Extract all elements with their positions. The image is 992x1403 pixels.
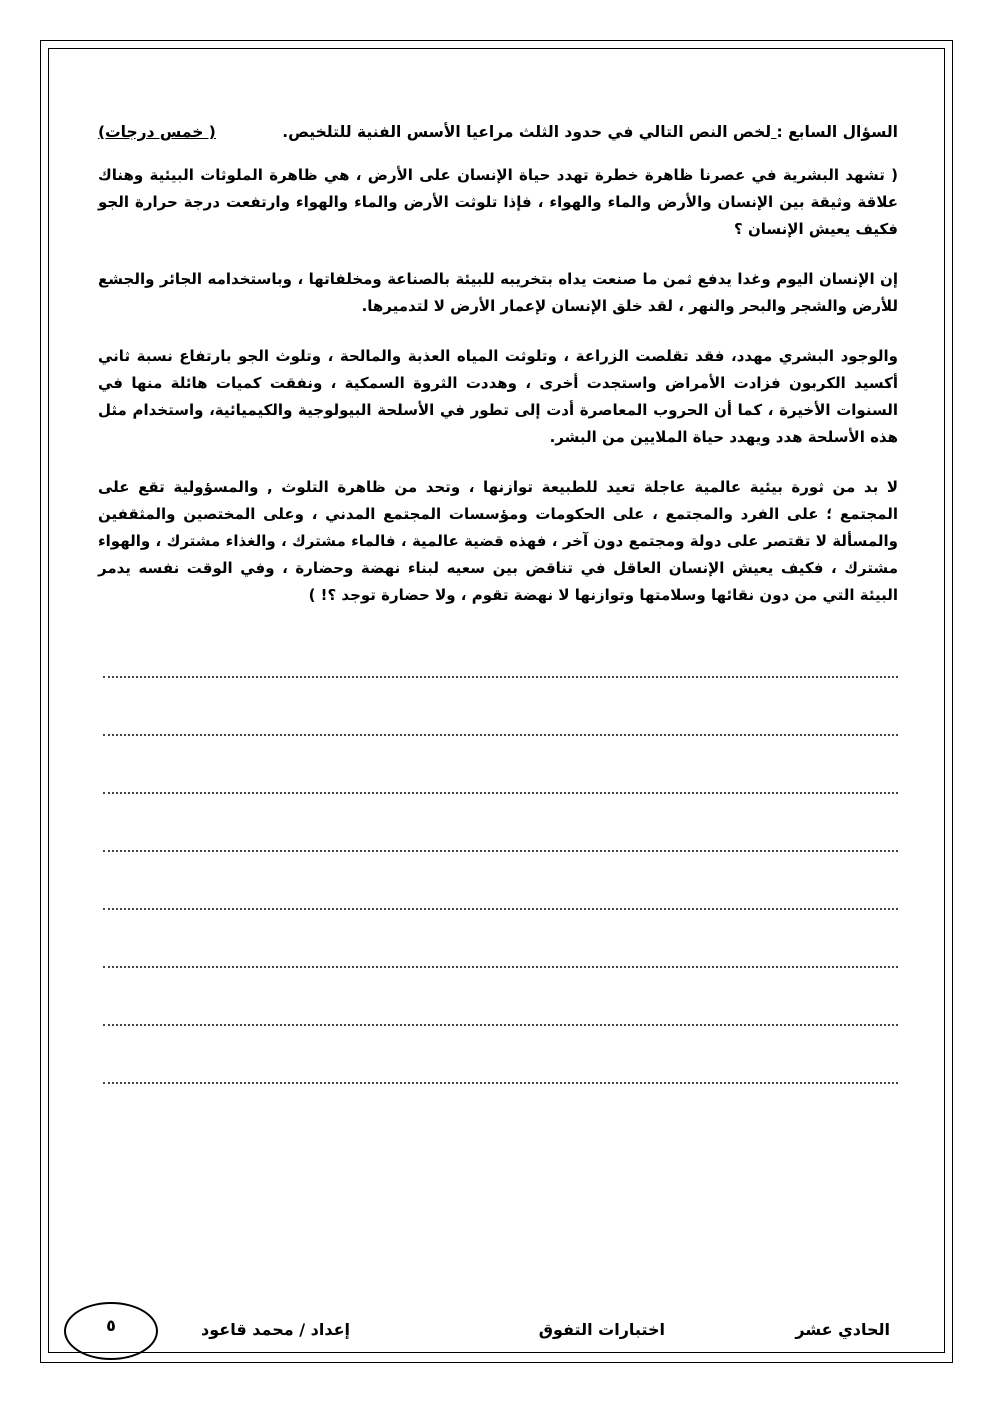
footer-author: إعداد / محمد قاعود — [201, 1320, 350, 1339]
passage-paragraph-1: ( تشهد البشرية في عصرنا ظاهرة خطرة تهدد حياة الإنسان على الأرض ، هي ظاهرة الملوثات البيئية وهناك علاقة وثيقة بين الإنسان والأرض والماء والهواء ، فإذا تلوثت الأرض والماء والهواء وارتفعت درجة حرارة الجو فكيف يعيش الإنسان ؟ — [98, 166, 898, 238]
footer-series: اختبارات التفوق — [538, 1320, 665, 1339]
page-footer — [60, 1308, 900, 1358]
passage-paragraph-4: لا بد من ثورة بيئية عالمية عاجلة تعيد للطبيعة توازنها ، وتحد من ظاهرة التلوث , والمسؤولية تقع على المجتمع ؛ على الفرد والمجتمع ، على الحكومات ومؤسسات المجتمع المدني ، وعلى المختصين والمثقفين والمسألة لا تقتصر على دولة ومجتمع دون آخر ، فهذه قضية عالمية ، فالماء مشترك ، والغذاء مشترك ، والهواء مشترك ، فكيف يعيش الإنسان العاقل في تناقض بين سعيه لبناء نهضة وحضارة ، وفي الوقت نفسه يدمر البيئة التي من دون نقائها وسلامتها وتوازنها لا نهضة تقوم ، ولا حضارة توجد ؟! ) — [98, 478, 898, 604]
question-instruction: لخص النص التالي في حدود الثلث مراعيا الأسس الفنية للتلخيص. — [282, 123, 772, 141]
worksheet-content — [98, 120, 898, 632]
answer-line[interactable] — [103, 910, 898, 968]
question-header — [98, 120, 898, 144]
answer-lines — [103, 668, 898, 1084]
footer-grade: الحادي عشر — [795, 1320, 890, 1339]
answer-line[interactable] — [103, 668, 898, 678]
question-marks: ( خمس درجات) — [98, 123, 216, 141]
answer-line[interactable] — [103, 852, 898, 910]
summary-passage — [98, 162, 898, 609]
question-label: السؤال السابع : — [776, 123, 898, 141]
page-number-oval — [64, 1302, 158, 1360]
answer-line[interactable] — [103, 968, 898, 1026]
page-number: ٥ — [106, 1316, 116, 1335]
answer-line[interactable] — [103, 678, 898, 736]
passage-paragraph-2: إن الإنسان اليوم وغدا يدفع ثمن ما صنعت يداه بتخريبه للبيئة بالصناعة ومخلفاتها ، وباستخدامه الجائر والجشع للأرض والشجر والبحر والنهر ، لقد خلق الإنسان لإعمار الأرض لا لتدميرها. — [98, 270, 898, 315]
answer-line[interactable] — [103, 1026, 898, 1084]
answer-line[interactable] — [103, 794, 898, 852]
answer-line[interactable] — [103, 736, 898, 794]
question-text — [282, 120, 898, 144]
passage-paragraph-3: والوجود البشري مهدد، فقد تقلصت الزراعة ، وتلوثت المياه العذبة والمالحة ، وتلوث الجو بارتفاع نسبة ثاني أكسيد الكربون فزادت الأمراض واستجدت أخرى ، وهددت الثروة السمكية ، ونفقت كميات هائلة منها في السنوات الأخيرة ، كما أن الحروب المعاصرة أدت إلى تطور في الأسلحة البيولوجية والكيميائية، واستخدام مثل هذه الأسلحة هدد ويهدد حياة الملايين من البشر. — [98, 347, 898, 446]
